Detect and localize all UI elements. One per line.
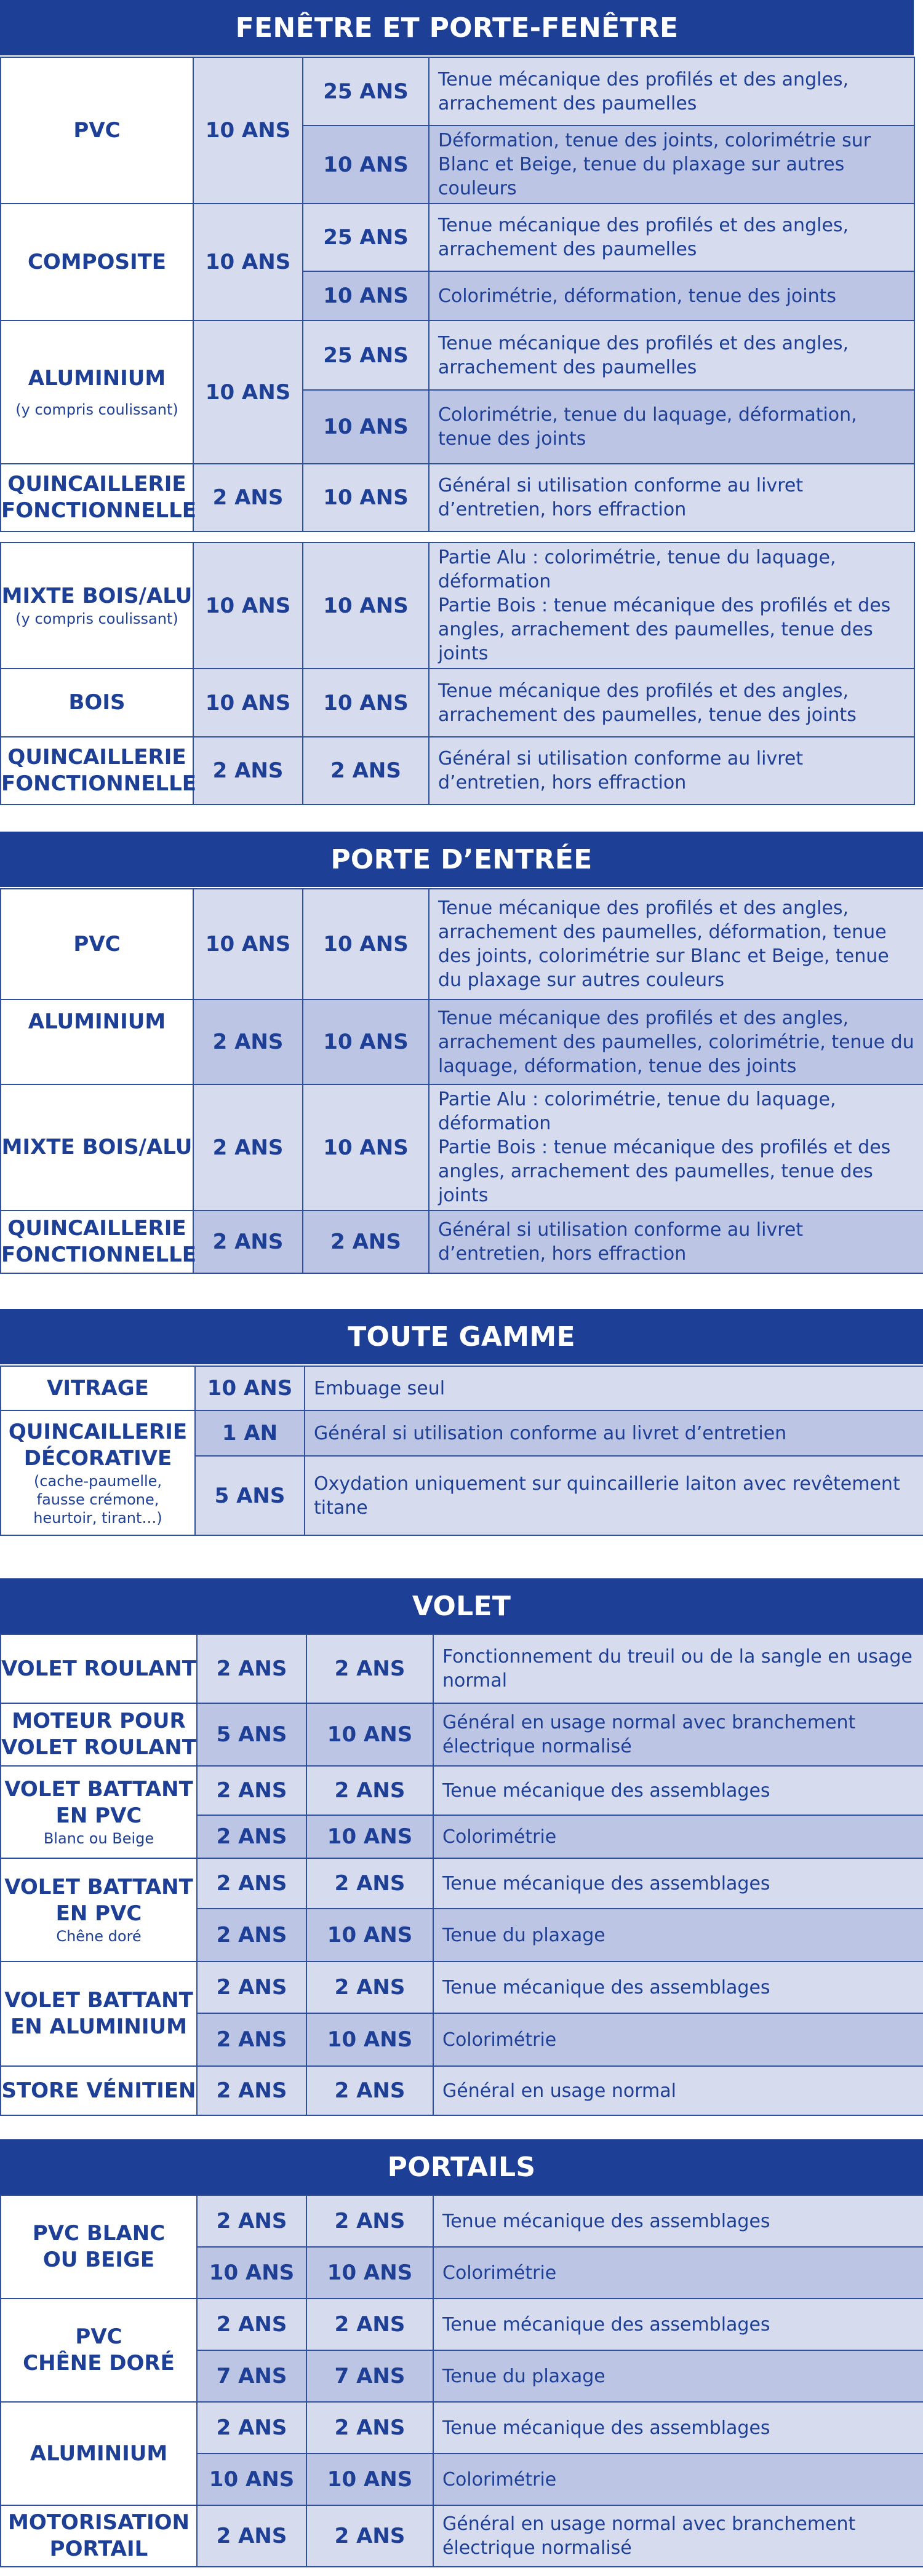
description-line: Partie Bois : tenue mécanique des profilés et des angles, arrachement des paumelles, tenue des joints [438, 1137, 891, 1206]
row-label-text: VOLET BATTANT [4, 1875, 193, 1899]
description-cell: Embuage seul [305, 1366, 923, 1410]
duration-cell: 2 ANS [303, 737, 429, 805]
table-row [1, 2195, 923, 2247]
table-row [1, 669, 914, 737]
row-label-subtitle: (cache-paumelle, fausse crémone, heurtoir, tirant…) [33, 1472, 162, 1527]
table-row [1, 2505, 923, 2567]
duration-cell: 2 ANS [197, 2402, 306, 2454]
row-label-text: VOLET BATTANT [4, 1777, 193, 1802]
duration-cell: 10 ANS [193, 57, 303, 204]
row-label-text: QUINCAILLERIE [7, 472, 186, 496]
description-cell: Colorimétrie [433, 2454, 923, 2505]
row-label-text: ALUMINIUM [28, 366, 166, 391]
description-cell: Colorimétrie [433, 2247, 923, 2299]
description-cell: Tenue mécanique des profilés et des angles, arrachement des paumelles [429, 204, 914, 271]
row-label-volet-roulant: VOLET ROULANT [1, 1634, 197, 1703]
duration-cell: 10 ANS [306, 1703, 433, 1766]
duration-cell: 2 ANS [193, 1210, 303, 1273]
duration-cell: 2 ANS [193, 737, 303, 805]
description-cell: Colorimétrie, déformation, tenue des joints [429, 271, 914, 320]
duration-cell: 2 ANS [197, 2195, 306, 2247]
description-cell: Tenue mécanique des profilés et des angles, arrachement des paumelles [429, 57, 914, 125]
description-cell: Tenue mécanique des assemblages [433, 1858, 923, 1909]
duration-cell: 2 ANS [197, 2299, 306, 2350]
row-label-quincaillerie-decorative [1, 1410, 195, 1535]
duration-cell: 10 ANS [306, 2013, 433, 2066]
section-banner-porte: PORTE D’ENTRÉE [0, 832, 923, 887]
duration-cell: 5 ANS [195, 1456, 305, 1535]
description-cell: Tenue mécanique des profilés et des angles, arrachement des paumelles, tenue des joints [429, 669, 914, 737]
duration-cell: 2 ANS [306, 2402, 433, 2454]
duration-cell: 10 ANS [303, 669, 429, 737]
description-cell: Tenue du plaxage [433, 2350, 923, 2402]
row-label-text: FONCTIONNELLE [1, 1242, 196, 1267]
description-cell: Tenue mécanique des profilés et des angles, arrachement des paumelles, colorimétrie, tenue du laquage, déformation, tenue des joints [429, 1000, 923, 1084]
duration-cell: 2 ANS [306, 1766, 433, 1815]
duration-cell: 2 ANS [197, 1962, 306, 2013]
row-label-text: QUINCAILLERIE [7, 1216, 186, 1241]
row-label-text: QUINCAILLERIE [8, 1419, 188, 1444]
description-cell: Colorimétrie, tenue du laquage, déformation, tenue des joints [429, 390, 914, 464]
description-cell: Fonctionnement du treuil ou de la sangle en usage normal [433, 1634, 923, 1703]
row-label-pvc-blanc [1, 2195, 197, 2299]
row-label-vitrage: VITRAGE [1, 1366, 195, 1410]
description-cell: Oxydation uniquement sur quincaillerie laiton avec revêtement titane [305, 1456, 923, 1535]
table-row [1, 57, 914, 125]
description-cell: Général en usage normal avec branchement électrique normalisé [433, 1703, 923, 1766]
row-label-subtitle: Chêne doré [56, 1928, 142, 1945]
table-fenetre-bois [0, 542, 915, 805]
duration-cell: 2 ANS [306, 2066, 433, 2115]
table-toute-gamme [0, 1366, 923, 1536]
duration-cell: 2 ANS [197, 2013, 306, 2066]
row-label-volet-battant-alu [1, 1962, 197, 2066]
section-banner-volet: VOLET [0, 1578, 923, 1634]
section-banner-portails: PORTAILS [0, 2139, 923, 2195]
duration-cell: 10 ANS [303, 390, 429, 464]
duration-cell: 10 ANS [303, 464, 429, 531]
description-cell: Tenue du plaxage [433, 1909, 923, 1962]
duration-cell: 2 ANS [306, 1634, 433, 1703]
row-label-aluminium: ALUMINIUM [1, 2402, 197, 2505]
duration-cell: 7 ANS [306, 2350, 433, 2402]
duration-cell: 2 ANS [306, 2505, 433, 2567]
description-cell: Général en usage normal [433, 2066, 923, 2115]
row-label-quincaillerie [1, 464, 196, 531]
duration-cell: 2 ANS [197, 2066, 306, 2115]
table-row [1, 1766, 923, 1815]
duration-cell: 2 ANS [193, 464, 303, 531]
table-row [1, 1858, 923, 1909]
row-label-text: EN PVC [55, 1901, 142, 1926]
row-label-mixte-bois-alu [1, 543, 193, 669]
duration-cell: 10 ANS [303, 125, 429, 204]
description-cell: Tenue mécanique des assemblages [433, 1766, 923, 1815]
row-label-mixte-bois-alu: MIXTE BOIS/ALU [1, 1084, 193, 1210]
row-label-store-venitien: STORE VÉNITIEN [1, 2066, 197, 2115]
row-label-subtitle: Blanc ou Beige [43, 1830, 154, 1847]
row-label-text: PORTAIL [49, 2537, 148, 2561]
duration-cell: 10 ANS [197, 2247, 306, 2299]
duration-cell: 25 ANS [303, 320, 429, 390]
duration-cell: 10 ANS [306, 2454, 433, 2505]
duration-cell: 2 ANS [197, 1909, 306, 1962]
description-cell: Général si utilisation conforme au livret d’entretien, hors effraction [429, 464, 914, 531]
row-label-quincaillerie [1, 737, 196, 805]
table-row [1, 2066, 923, 2115]
row-label-quincaillerie [1, 1210, 196, 1273]
table-row [1, 543, 914, 669]
row-label-text: CHÊNE DORÉ [23, 2351, 175, 2375]
description-cell: Général en usage normal avec branchement électrique normalisé [433, 2505, 923, 2567]
row-label-text: MOTORISATION [7, 2510, 190, 2535]
table-row [1, 1703, 923, 1766]
description-cell: Tenue mécanique des profilés et des angles, arrachement des paumelles [429, 320, 914, 390]
table-row [1, 320, 914, 390]
table-row [1, 2402, 923, 2454]
table-row [1, 204, 914, 271]
description-cell [429, 543, 914, 669]
table-row [1, 1210, 923, 1273]
description-cell: Tenue mécanique des profilés et des angles, arrachement des paumelles, déformation, tenue des joints, colorimétrie sur Blanc et Beige, tenue du plaxage sur autres couleurs [429, 889, 923, 1000]
row-label-composite: COMPOSITE [1, 204, 193, 320]
description-line: Partie Alu : colorimétrie, tenue du laquage, déformation [438, 547, 836, 592]
row-label-aluminium: ALUMINIUM [1, 1000, 193, 1084]
description-cell: Tenue mécanique des assemblages [433, 2402, 923, 2454]
description-line: Partie Bois : tenue mécanique des profilés et des angles, arrachement des paumelles, tenue des joints [438, 595, 891, 664]
table-row [1, 1410, 923, 1456]
row-label-bois: BOIS [1, 669, 193, 737]
row-label-text: QUINCAILLERIE [7, 745, 186, 769]
row-label-subtitle: (y compris coulissant) [15, 610, 178, 627]
duration-cell: 2 ANS [197, 1766, 306, 1815]
table-row [1, 1000, 923, 1084]
table-row [1, 464, 914, 531]
duration-cell: 2 ANS [303, 1210, 429, 1273]
description-cell: Tenue mécanique des assemblages [433, 2299, 923, 2350]
row-label-volet-battant-chene [1, 1858, 197, 1962]
description-cell: Colorimétrie [433, 2013, 923, 2066]
duration-cell: 1 AN [195, 1410, 305, 1456]
section-banner-fenetre: FENÊTRE ET PORTE-FENÊTRE [0, 0, 914, 55]
description-line: Partie Alu : colorimétrie, tenue du laquage, déformation [438, 1089, 836, 1134]
section-banner-toute-gamme: TOUTE GAMME [0, 1309, 923, 1364]
row-label-text: FONCTIONNELLE [1, 498, 196, 523]
row-label-subtitle: (y compris coulissant) [15, 401, 178, 418]
row-label-aluminium [1, 320, 193, 464]
description-cell: Général si utilisation conforme au livret d’entretien [305, 1410, 923, 1456]
table-row [1, 1634, 923, 1703]
table-row [1, 1084, 923, 1210]
row-label-motorisation [1, 2505, 197, 2567]
table-row [1, 1366, 923, 1410]
duration-cell: 2 ANS [306, 1962, 433, 2013]
description-cell: Général si utilisation conforme au livret d’entretien, hors effraction [429, 737, 914, 805]
duration-cell: 2 ANS [197, 1634, 306, 1703]
duration-cell: 2 ANS [306, 2299, 433, 2350]
row-label-text: PVC BLANC [32, 2221, 166, 2246]
duration-cell: 2 ANS [193, 1000, 303, 1084]
duration-cell: 10 ANS [303, 1084, 429, 1210]
duration-cell: 10 ANS [193, 669, 303, 737]
duration-cell: 10 ANS [195, 1366, 305, 1410]
duration-cell: 2 ANS [197, 1858, 306, 1909]
duration-cell: 10 ANS [193, 543, 303, 669]
duration-cell: 10 ANS [193, 204, 303, 320]
table-row [1, 1962, 923, 2013]
description-cell: Tenue mécanique des assemblages [433, 1962, 923, 2013]
duration-cell: 10 ANS [303, 271, 429, 320]
row-label-text: VOLET ROULANT [1, 1735, 196, 1760]
table-row [1, 889, 923, 1000]
row-label-pvc-chene [1, 2299, 197, 2402]
row-label-text: OU BEIGE [42, 2248, 155, 2272]
row-label-text: EN ALUMINIUM [10, 2014, 187, 2039]
description-cell: Tenue mécanique des assemblages [433, 2195, 923, 2247]
duration-cell: 25 ANS [303, 57, 429, 125]
row-label-text: EN PVC [55, 1803, 142, 1828]
description-cell: Colorimétrie [433, 1815, 923, 1858]
row-label-pvc: PVC [1, 889, 193, 1000]
table-volet [0, 1634, 923, 2116]
row-label-text: MOTEUR POUR [12, 1709, 186, 1733]
table-portails [0, 2195, 923, 2567]
table-row [1, 2299, 923, 2350]
duration-cell: 2 ANS [193, 1084, 303, 1210]
row-label-text: DÉCORATIVE [23, 1445, 172, 1471]
row-label-text: MIXTE BOIS/ALU [1, 584, 193, 608]
duration-cell: 10 ANS [303, 543, 429, 669]
description-cell: Général si utilisation conforme au livret d’entretien, hors effraction [429, 1210, 923, 1273]
duration-cell: 10 ANS [197, 2454, 306, 2505]
row-label-text: VOLET BATTANT [4, 1988, 193, 2013]
duration-cell: 10 ANS [306, 2247, 433, 2299]
duration-cell: 5 ANS [197, 1703, 306, 1766]
row-label-text: FONCTIONNELLE [1, 771, 196, 796]
duration-cell: 2 ANS [306, 1858, 433, 1909]
duration-cell: 10 ANS [193, 320, 303, 464]
duration-cell: 7 ANS [197, 2350, 306, 2402]
duration-cell: 2 ANS [306, 2195, 433, 2247]
row-label-pvc: PVC [1, 57, 193, 204]
table-fenetre [0, 57, 915, 532]
duration-cell: 10 ANS [303, 889, 429, 1000]
duration-cell: 10 ANS [303, 1000, 429, 1084]
duration-cell: 10 ANS [193, 889, 303, 1000]
row-label-moteur [1, 1703, 197, 1766]
duration-cell: 10 ANS [306, 1815, 433, 1858]
duration-cell: 2 ANS [197, 1815, 306, 1858]
duration-cell: 2 ANS [197, 2505, 306, 2567]
table-porte [0, 888, 923, 1274]
row-label-text: PVC [75, 2324, 122, 2349]
duration-cell: 10 ANS [306, 1909, 433, 1962]
duration-cell: 25 ANS [303, 204, 429, 271]
table-row [1, 737, 914, 805]
description-cell: Déformation, tenue des joints, colorimétrie sur Blanc et Beige, tenue du plaxage sur autres couleurs [429, 125, 914, 204]
description-cell [429, 1084, 923, 1210]
row-label-volet-battant-pvc [1, 1766, 197, 1858]
